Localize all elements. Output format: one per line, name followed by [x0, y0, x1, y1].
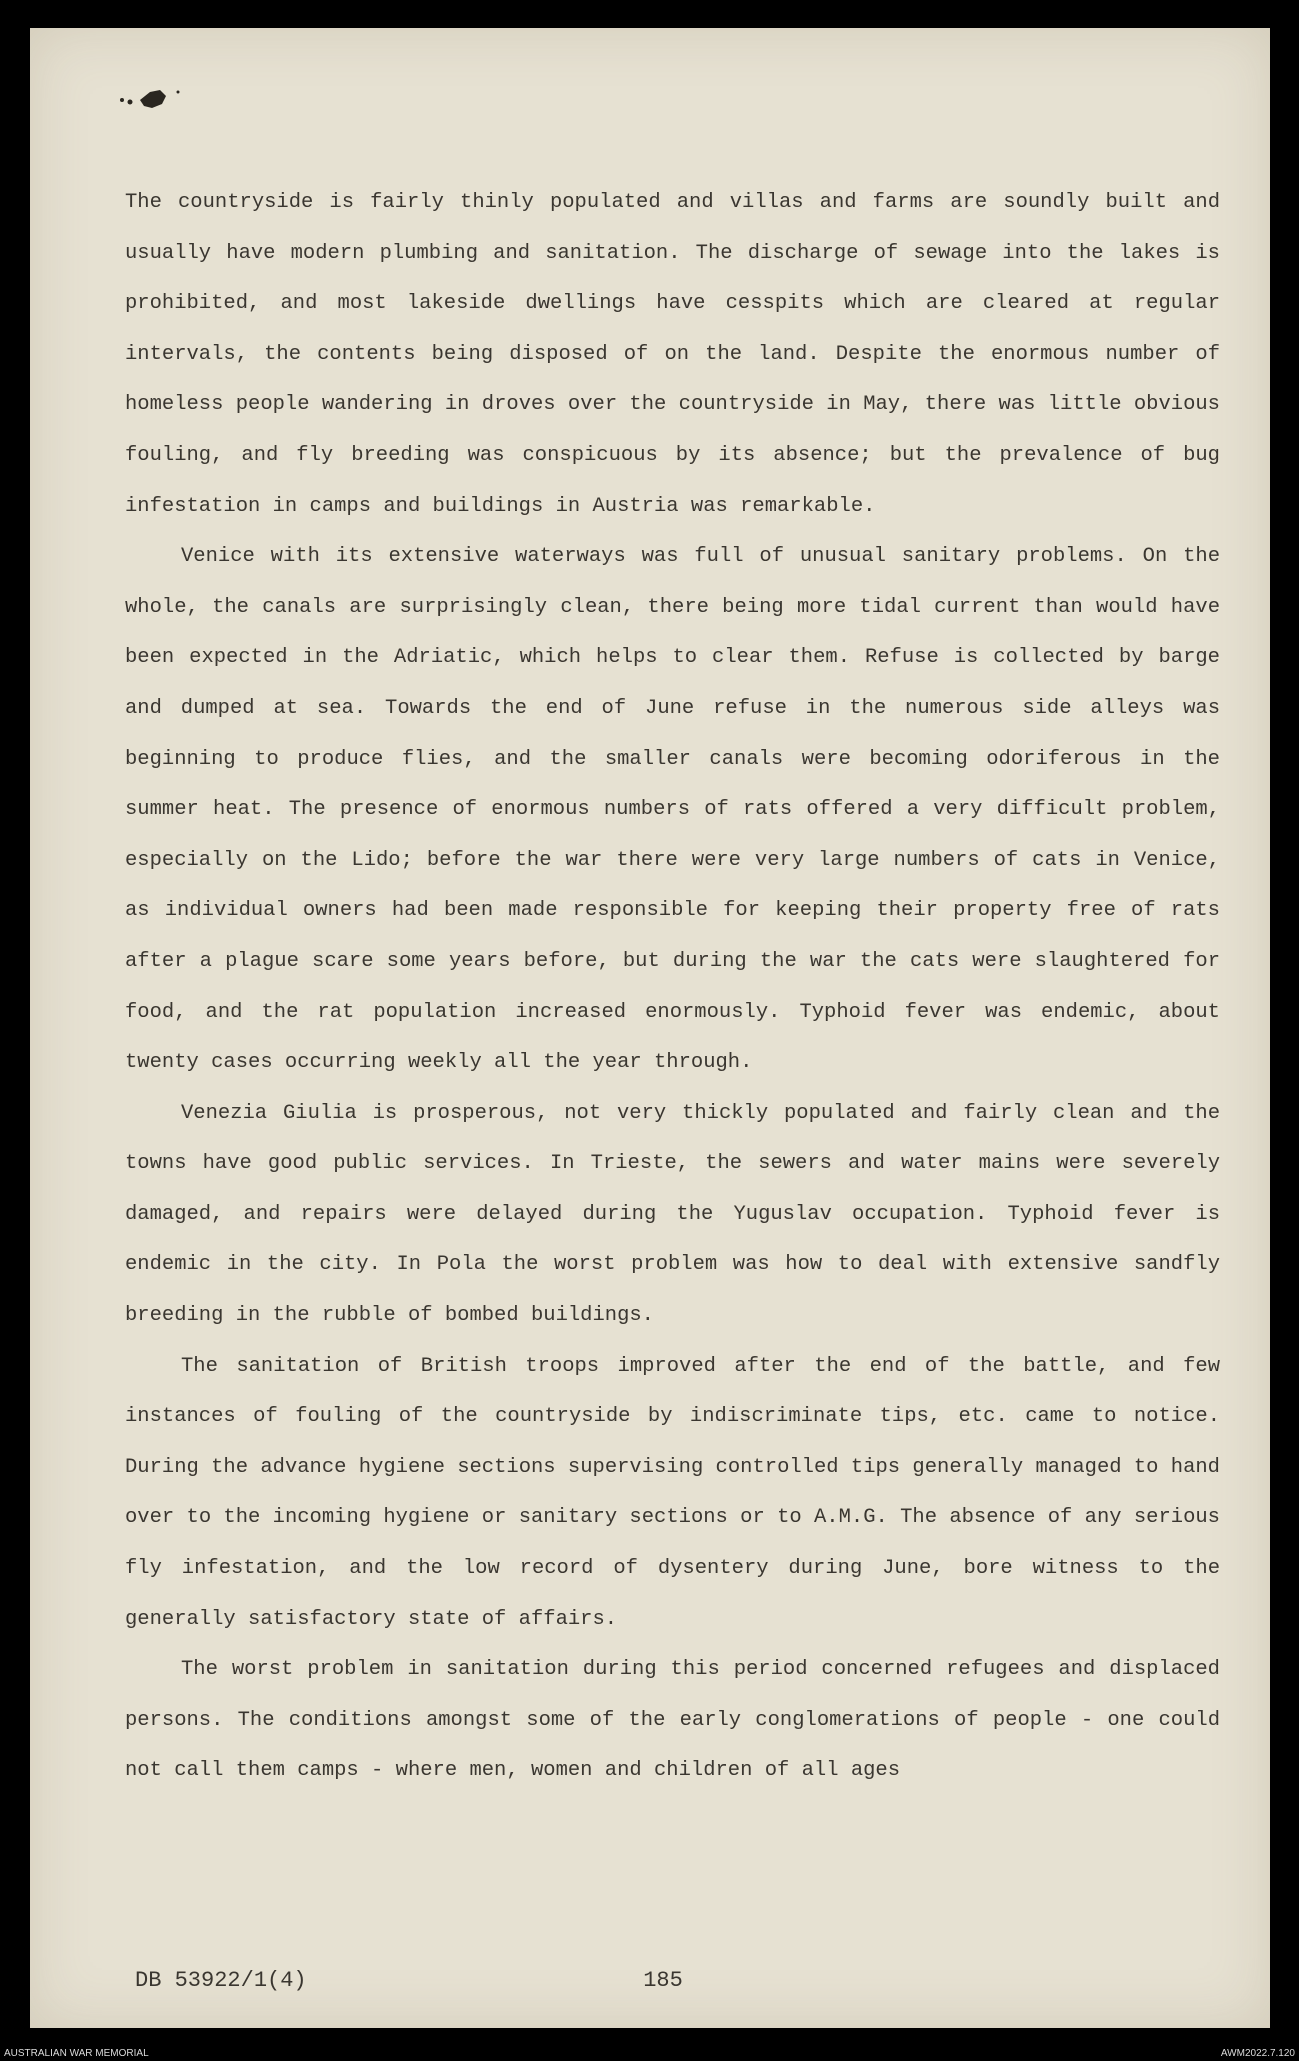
- archive-footer: [0, 2046, 1299, 2061]
- reference-code: DB 53922/1(4): [135, 1968, 307, 1993]
- footer-catalog-number: AWM2022.7.120: [1220, 2048, 1295, 2059]
- paragraph: Venice with its extensive waterways was full of unusual sanitary problems. On the whole, the canals are surprisingly clean, there being more tidal current than would have been expected in the Adriatic, which helps to clear them. Refuse is collected by barge and dumped at sea. Towards the end of June refuse in the numerous side alleys was beginning to produce flies, and the smaller canals were becoming odoriferous in the summer heat. The presence of enormous numbers of rats offered a very difficult problem, especially on the Lido; before the war there were very large numbers of cats in Venice, as individual owners had been made responsible for keeping their property free of rats after a plague scare some years before, but during the war the cats were slaughtered for food, and the rat population increased enormously. Typhoid fever was endemic, about twenty cases occurring weekly all the year through.: [125, 545, 1220, 1075]
- paragraph: The worst problem in sanitation during this period concerned refugees and displaced persons. The conditions amongst some of the early conglomerations of people - one could not call them camps - where men, women and children of all ages: [125, 1658, 1220, 1783]
- paragraph: The countryside is fairly thinly populated and villas and farms are soundly built and usually have modern plumbing and sanitation. The discharge of sewage into the lakes is prohibited, and most lakeside dwellings have cesspits which are cleared at regular intervals, the contents being disposed of on the land. Despite the enormous number of homeless people wandering in droves over the countryside in May, there was little obvious fouling, and fly breeding was conspicuous by its absence; but the prevalence of bug infestation in camps and buildings in Austria was remarkable.: [125, 191, 1220, 518]
- footer-institution: AUSTRALIAN WAR MEMORIAL: [4, 2048, 149, 2059]
- paragraph: Venezia Giulia is prosperous, not very thickly populated and fairly clean and the towns have good public services. In Trieste, the sewers and water mains were severely damaged, and repairs were delayed during the Yuguslav occupation. Typhoid fever is endemic in the city. In Pola the worst problem was how to deal with extensive sandfly breeding in the rubble of bombed buildings.: [125, 1101, 1220, 1328]
- document-body: [125, 178, 1220, 1797]
- punch-hole-mark: [110, 78, 190, 118]
- document-page: [30, 28, 1270, 2028]
- paragraph: The sanitation of British troops improved after the end of the battle, and few instances of fouling of the countryside by indiscriminate tips, etc. came to notice. During the advance hygiene sections supervising controlled tips generally managed to hand over to the incoming hygiene or sanitary sections or to A.M.G. The absence of any serious fly infestation, and the low record of dysentery during June, bore witness to the generally satisfactory state of affairs.: [125, 1354, 1220, 1631]
- page-number: 185: [643, 1968, 683, 1993]
